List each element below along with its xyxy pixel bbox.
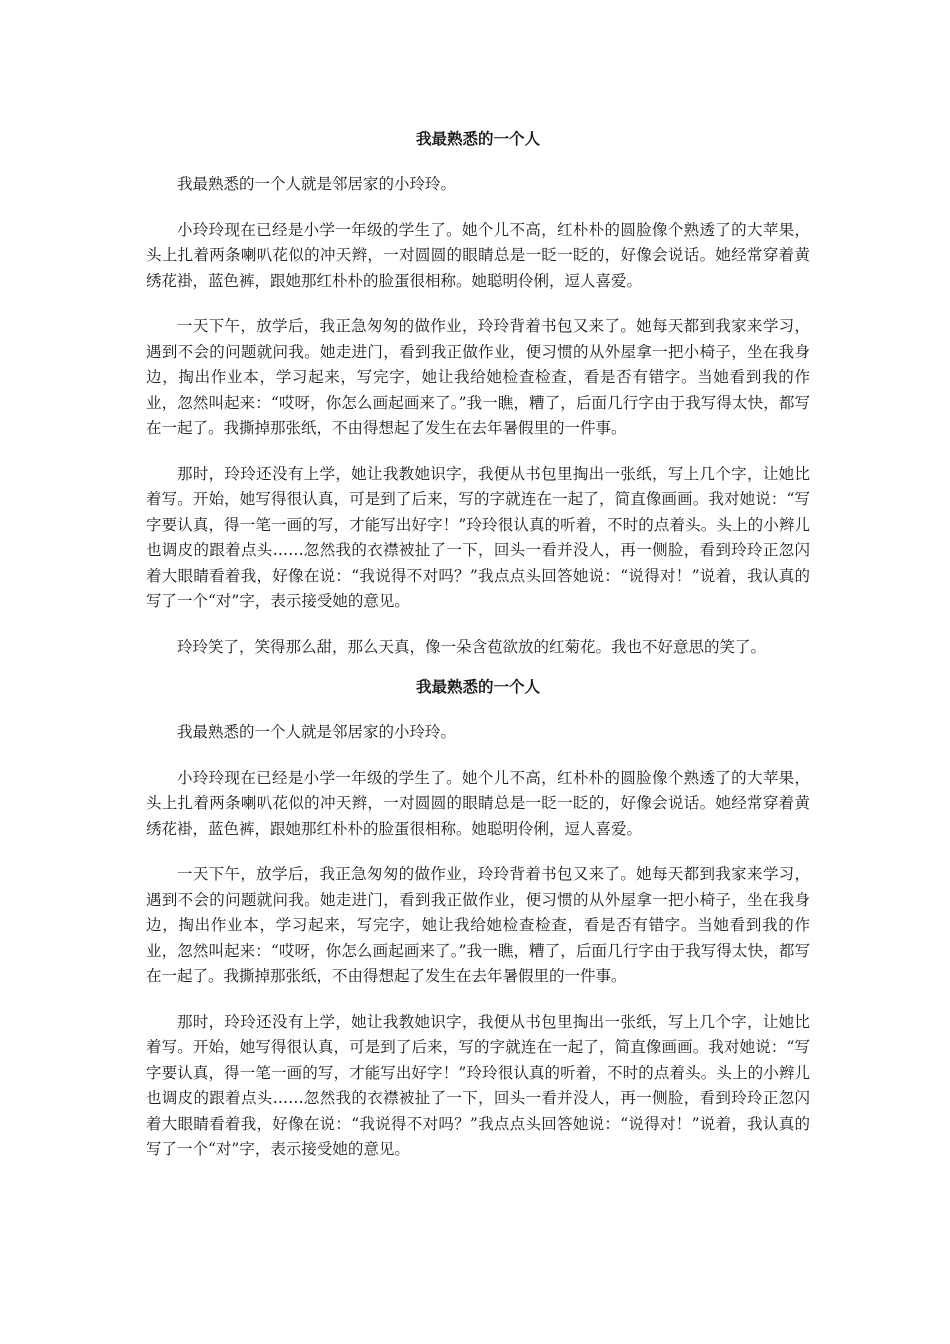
essay-paragraph: 玲玲笑了，笑得那么甜，那么天真，像一朵含苞欲放的红菊花。我也不好意思的笑了。 (177, 637, 767, 656)
essay-paragraph: 一天下午，放学后，我正急匆匆的做作业，玲玲背着书包又来了。她每天都到我家来学习，遇到不会的问题就问我。她走进门，看到我正做作业，便习惯的从外屋拿一把小椅子，坐在我身边，掏出作业本，学习起来，写完字，她让我给她检查检查，看是否有错字。当她看到我的作业，忽然叫起来：“哎呀，你怎么画起画来了。”我一瞧，糟了，后面几行字由于我写得太快，都写在一起了。我撕掉那张纸，不由得想起了发生在去年暑假里的一件事。 (146, 865, 810, 985)
essay-title: 我最熟悉的一个人 (415, 677, 540, 696)
document-page (146, 126, 810, 1183)
essay-paragraph: 小玲玲现在已经是小学一年级的学生了。她个儿不高，红朴朴的圆脸像个熟透了的大苹果，头上扎着两条喇叭花似的冲天辫，一对圆圆的眼睛总是一眨一眨的，好像会说话。她经常穿着黄绣花褂，蓝色裤，跟她那红朴朴的脸蛋很相称。她聪明伶俐，逗人喜爱。 (146, 220, 810, 290)
essay-paragraph: 小玲玲现在已经是小学一年级的学生了。她个儿不高，红朴朴的圆脸像个熟透了的大苹果，头上扎着两条喇叭花似的冲天辫，一对圆圆的眼睛总是一眨一眨的，好像会说话。她经常穿着黄绣花褂，蓝色裤，跟她那红朴朴的脸蛋很相称。她聪明伶俐，逗人喜爱。 (146, 768, 810, 838)
essay-title: 我最熟悉的一个人 (415, 129, 540, 148)
essay-paragraph: 一天下午，放学后，我正急匆匆的做作业，玲玲背着书包又来了。她每天都到我家来学习，遇到不会的问题就问我。她走进门，看到我正做作业，便习惯的从外屋拿一把小椅子，坐在我身边，掏出作业本，学习起来，写完字，她让我给她检查检查，看是否有错字。当她看到我的作业，忽然叫起来：“哎呀，你怎么画起画来了。”我一瞧，糟了，后面几行字由于我写得太快，都写在一起了。我撕掉那张纸，不由得想起了发生在去年暑假里的一件事。 (146, 317, 810, 437)
essay-paragraph: 我最熟悉的一个人就是邻居家的小玲玲。 (177, 723, 457, 741)
essay-paragraph: 那时，玲玲还没有上学，她让我教她识字，我便从书包里掏出一张纸，写上几个字，让她比着写。开始，她写得很认真，可是到了后来，写的字就连在一起了，简直像画画。我对她说：“写字要认真，得一笔一画的写，才能写出好字！”玲玲很认真的听着，不时的点着头。头上的小辫儿也调皮的跟着点头……忽然我的衣襟被扯了一下，回头一看并没人，再一侧脸，看到玲玲正忽闪着大眼睛看着我，好像在说：“我说得不对吗？”我点点头回答她说：“说得对！”说着，我认真的写了一个“对”字，表示接受她的意见。 (146, 1012, 810, 1158)
essay-paragraph: 我最熟悉的一个人就是邻居家的小玲玲。 (177, 175, 457, 193)
essay-paragraph: 那时，玲玲还没有上学，她让我教她识字，我便从书包里掏出一张纸，写上几个字，让她比着写。开始，她写得很认真，可是到了后来，写的字就连在一起了，简直像画画。我对她说：“写字要认真，得一笔一画的写，才能写出好字！”玲玲很认真的听着，不时的点着头。头上的小辫儿也调皮的跟着点头……忽然我的衣襟被扯了一下，回头一看并没人，再一侧脸，看到玲玲正忽闪着大眼睛看着我，好像在说：“我说得不对吗？”我点点头回答她说：“说得对！”说着，我认真的写了一个“对”字，表示接受她的意见。 (146, 464, 810, 610)
